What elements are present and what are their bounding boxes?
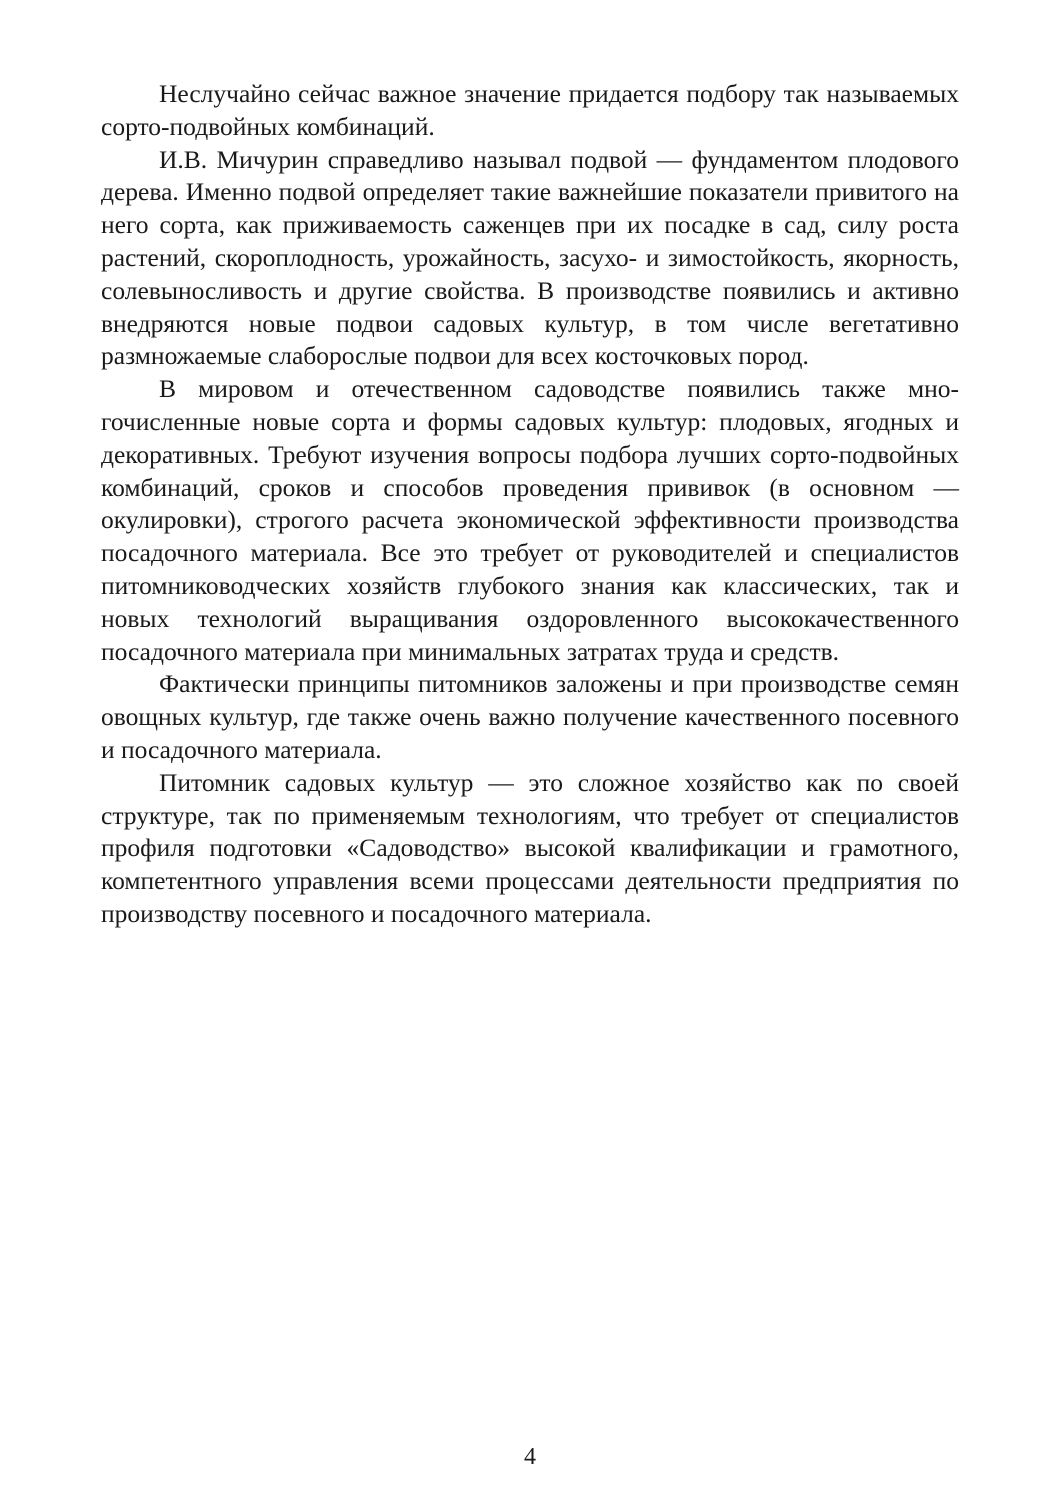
paragraph-michurin-rootstock: И.В. Мичурин справедливо называл подвой — фундаментом плодового дерева. Именно подвой определяет такие важнейшие показатели привитого на него сорта, как приживаемость саженцев при их посадке в сад, силу роста растений, скороплодность, урожайность, засухо- и зимостойкость, якорность, солевыносливость и другие свойства. В производстве появились и активно внедряются новые подвои садовых культур, в том числе вегетативно размножаемые слаборослые подвои для всех косточковых пород. — [101, 144, 959, 371]
paragraph-new-varieties: В мировом и отечественном садоводстве появились также многочисленные новые сорта и формы садовых культур: плодовых, ягодных и декоративных. Требуют изучения вопросы подбора лучших сорто-подвойных комбинаций, сроков и способов проведения прививок (в основном — окулировки), строгого расчета экономической эффективности производства посадочного материала. Все это требует от руководителей и специалистов питомниководческих хозяйств глубокого знания как классических, так и новых технологий выращивания оздоровленного высококачественного посадочного материала при минимальных затратах труда и средств. — [101, 374, 959, 666]
paragraph-nursery-complexity: Питомник садовых культур — это сложное хозяйство как по своей структуре, так по применяемым технологиям, что требует от специалистов профиля подготовки «Садоводство» высокой квалификации и грамотного, компетентного управления всеми процессами деятельности предприятия по производству посевного и посадочного материала. — [101, 767, 959, 928]
body-text — [101, 78, 959, 931]
paragraph-nursery-principles: Фактически принципы питомников заложены и при производстве семян овощных культур, где также очень важно получение качественного посевного и посадочного материала. — [101, 669, 959, 764]
page-number: 4 — [524, 1444, 536, 1470]
paragraph-rootstock-combinations: Неслучайно сейчас важное значение придается подбору так называемых сорто-подвойных комбинаций. — [101, 79, 959, 141]
